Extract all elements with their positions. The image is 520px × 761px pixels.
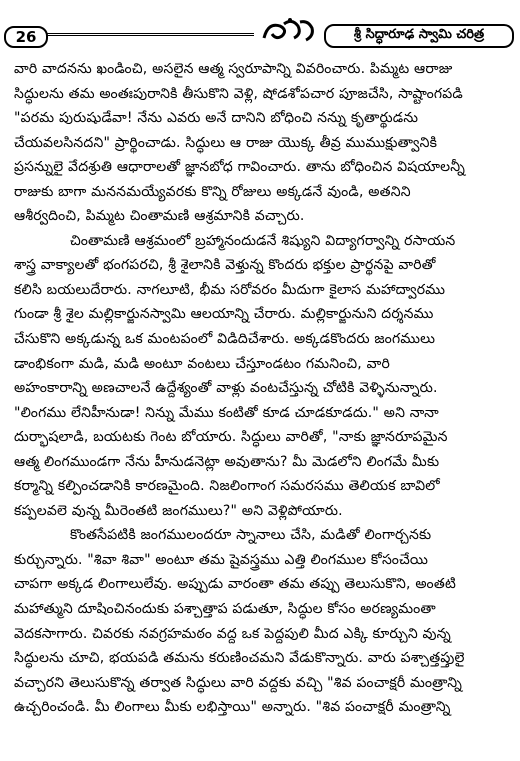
text-line: "పరమ పురుషుడేవా! నేను ఎవరు అనే దానిని బోధించి నన్ను కృతార్థుడను: [14, 110, 419, 127]
om-emblem-icon: [258, 16, 318, 44]
text-line: చేసుకొని అక్కడున్న ఒక మంటపంలో విడిదిచేశారు. అక్కడకొందరు జంగములు: [14, 331, 436, 348]
text-line: కలిసి బయలుదేరారు. నాగలూటి, భీమ సరోవరం మీదుగా కైలాస మహాద్వారము: [14, 281, 446, 298]
text-line: సిద్ధులను తమ అంతఃపురానికి తీసుకొని వెళ్లి, షోడశోపచార పూజచేసి, సాష్టాంగపడి: [14, 85, 463, 102]
text-line: ఆత్మ లింగముండగా నేను హీనుడనెట్లా అవుతాను? మీ మెడలోని లింగమే మీకు: [14, 453, 440, 470]
text-line: ఉచ్చరించండి. మీ లింగాలు మీకు లభిస్తాయి" అన్నారు. "శివ పంచాక్షరీ మంత్రాన్ని: [14, 699, 451, 716]
header-rule: [46, 33, 254, 36]
page-number: 26: [15, 28, 37, 46]
page-number-badge: [4, 26, 48, 48]
text-line: వచ్చారని తెలుసుకొన్న తర్వాత సిద్ధులు వారి వద్దకు వచ్చి "శివ పంచాక్షరీ మంత్రాన్ని: [14, 674, 462, 691]
text-line: డాంభికంగా మడి, మడి అంటూ వంటలు చేస్తూండటం గమనించి, వారి: [14, 355, 390, 372]
text-line: వెదకసాగారు. చివరకు నవగ్రహమఠం వద్ద ఒక పెద్దపులి మీద ఎక్కి కూర్చుని వున్న: [14, 625, 451, 642]
text-line: గుండా శ్రీ శైల మల్లికార్జునస్వామి ఆలయాన్ని చేరారు. మల్లికార్జునుని దర్శనము: [14, 306, 434, 323]
text-line: ప్రసన్నులై వేదశ్రుతి ఆధారాలతో జ్ఞానబోధ గావించారు. తాను బోధించిన విషయాలన్నీ: [14, 159, 466, 176]
book-title: శ్రీ సిద్ధారూఢ స్వామి చరిత్ర: [353, 27, 485, 42]
text-line: అహంకారాన్ని అణచాలనే ఉద్దేశ్యంతో వాళ్లు వంటచేస్తున్న చోటికి వెళ్ళినున్నారు.: [14, 380, 438, 397]
text-line: చేయవలసినదని" ప్రార్థించాడు. సిద్ధులు ఆ రాజు యొక్క తీవ్ర ముముక్షుత్వానికి: [14, 134, 438, 151]
text-line: చాపగా అక్కడ లింగాలులేవు. అప్పుడు వారంతా తమ తప్పు తెలుసుకొని, అంతటి: [14, 576, 456, 593]
text-line: కర్మాన్ని కల్పించడానికి కారణమైంది. నిజలింగాంగ సమరసము తెలియక బావిలో: [14, 478, 440, 495]
text-line: కొంతసేపటికి జంగములందరూ స్నానాలు చేసి, మడితో లింగార్చనకు: [70, 527, 432, 544]
text-line: వారి వాదనను ఖండించి, అసలైన ఆత్మ స్వరూపాన్ని వివరించారు. పిమ్మట ఆరాజు: [14, 61, 453, 77]
page-header: [0, 0, 520, 52]
text-line: చింతామణి ఆశ్రమంలో బ్రహ్మానందుడనే శిష్యుని విద్యాగర్వాన్ని రసాయన: [70, 232, 456, 249]
body-text: [14, 57, 508, 720]
text-line: కుర్చున్నారు. "శివా శివా" అంటూ తమ షైవస్త్రము ఎత్తి లింగముల కోసంచేయి: [14, 551, 429, 568]
text-line: శాస్త్ర వాక్యాలతో భంగపరచి, శ్రీ శైలానికి వెళ్తున్న కొందరు భక్తుల ప్రార్థనపై వారితో: [14, 257, 436, 274]
text-line: కప్పలవలె వున్న మీరెంతటి జంగములు?" అని వెళ్లిపోయారు.: [14, 502, 343, 519]
text-line: "లింగము లేనిహీనుడా! నిన్ను మేము కంటితో కూడ చూడకూడదు." అని నానా: [14, 404, 439, 421]
text-line: మహాత్ముని దూషించినందుకు పశ్చాత్తాప పడుతూ, సిద్ధుల కోసం అరణ్యమంతా: [14, 601, 436, 618]
book-title-box: [324, 24, 514, 48]
text-line: సిద్ధులను చూచి, భయపడి తమను కరుణించమని వేడుకొన్నారు. వారు పశ్చాత్తప్తులై: [14, 650, 465, 667]
text-line: ఆశీర్వదించి, పిమ్మట చింతామణి ఆశ్రమానికి వచ్చారు.: [14, 208, 305, 225]
text-line: దుర్భాషలాడి, బయటకు గెంట బోయారు. సిద్ధులు వారితో, "నాకు జ్ఞానరూపమైన: [14, 429, 448, 446]
text-line: రాజుకు బాగా మననమయ్యేవరకు కొన్ని రోజులు అక్కడనే వుండి, అతనిని: [14, 183, 411, 200]
